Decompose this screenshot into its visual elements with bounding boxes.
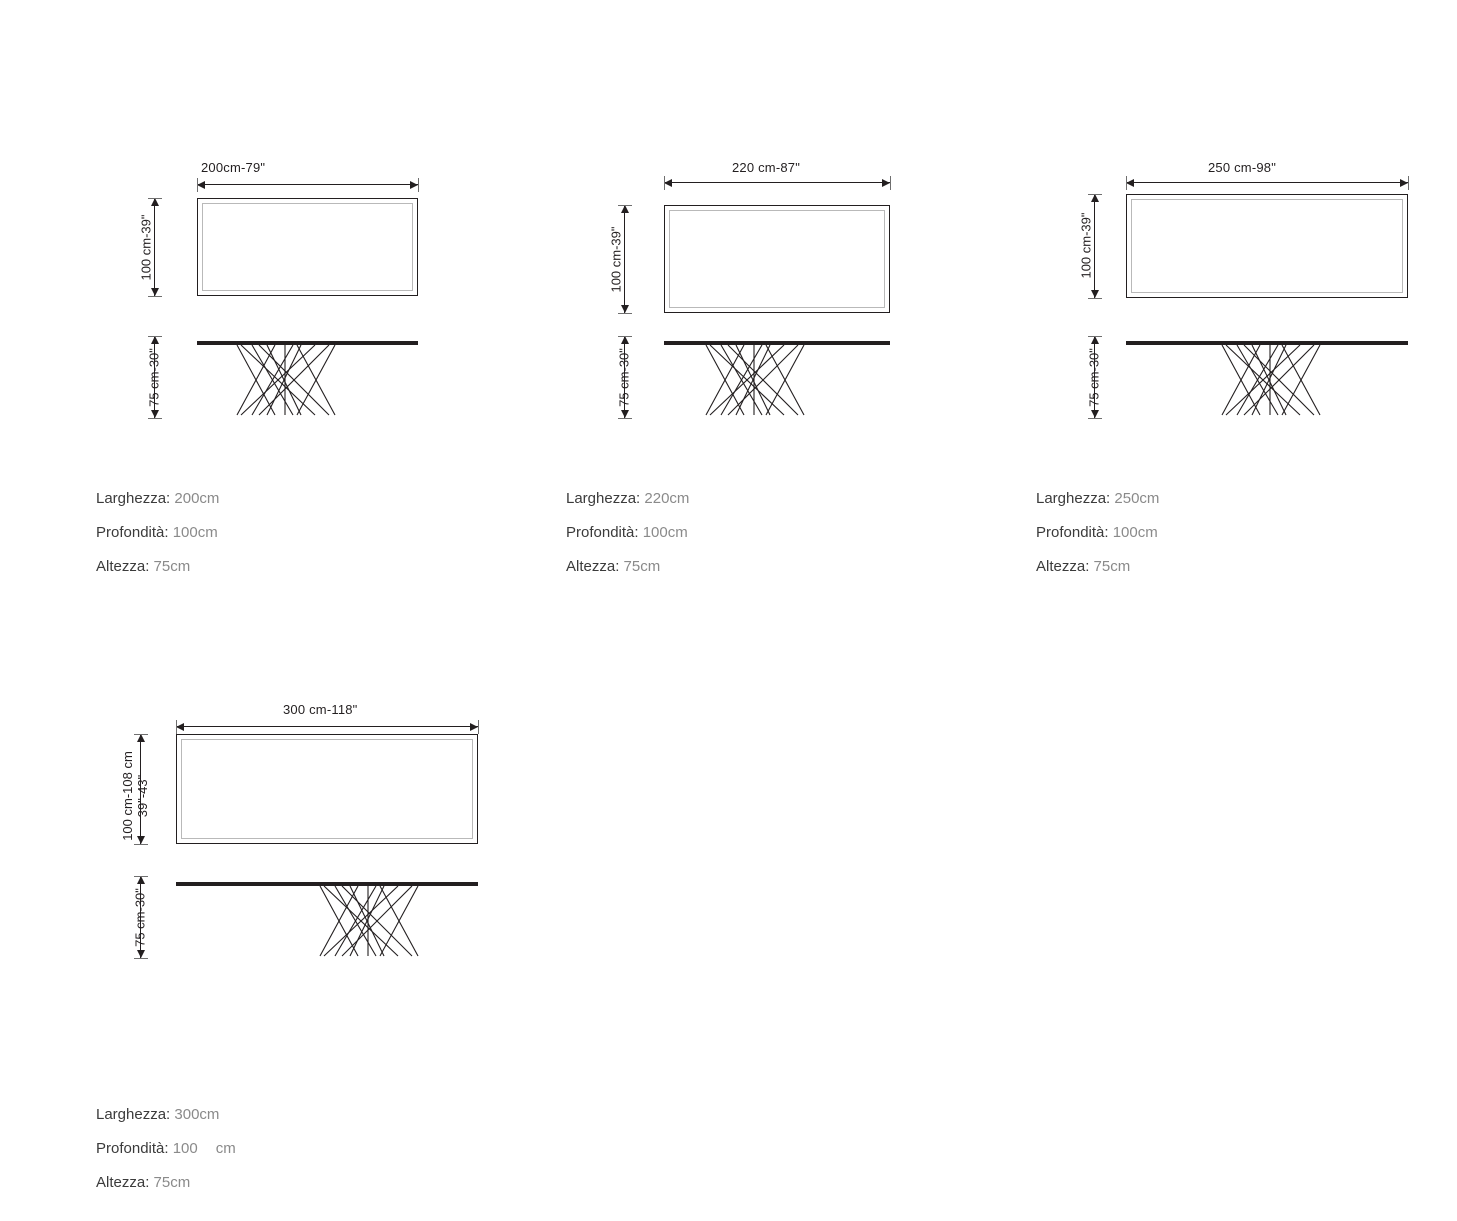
depth-dimension-label-220: 100 cm-39" bbox=[608, 226, 624, 293]
depth-dimension-arrow-220 bbox=[624, 205, 625, 313]
tick bbox=[418, 178, 419, 192]
spec-row-width bbox=[566, 482, 689, 516]
top-view-inner-line bbox=[181, 739, 473, 839]
top-dimension-label-200: 200cm-79" bbox=[201, 160, 266, 175]
height-dimension-label-220: 75 cm-30" bbox=[616, 348, 632, 407]
spec-value-width: 300cm bbox=[174, 1106, 220, 1123]
tick bbox=[890, 176, 891, 190]
base-legs-drawing bbox=[664, 333, 890, 418]
top-dimension-label-250: 250 cm-98" bbox=[1208, 160, 1277, 175]
tick bbox=[176, 720, 177, 734]
depth-dimension-label-200: 100 cm-39" bbox=[138, 214, 154, 281]
spec-row-depth bbox=[96, 1132, 236, 1166]
spec-row-depth bbox=[566, 516, 689, 550]
specs-table-300 bbox=[96, 1098, 236, 1200]
spec-value-depth: 100cm bbox=[172, 524, 218, 541]
height-dimension-label-300: 75 cm-30" bbox=[132, 888, 148, 947]
spec-label-width: Larghezza: bbox=[566, 490, 641, 507]
base-legs-drawing bbox=[197, 333, 418, 418]
spec-value-depth-unit: cm bbox=[215, 1140, 236, 1157]
spec-label-depth: Profondità: bbox=[96, 524, 169, 541]
depth-dimension-arrow-250 bbox=[1094, 194, 1095, 298]
specs-table-250 bbox=[1036, 482, 1159, 584]
depth-dimension-label-300-line1: 100 cm-108 cm bbox=[120, 751, 135, 841]
top-view-inner-line bbox=[1131, 199, 1403, 293]
spec-value-width: 250cm bbox=[1114, 490, 1160, 507]
spec-value-height: 75cm bbox=[623, 558, 661, 575]
spec-value-depth: 100cm bbox=[642, 524, 688, 541]
spec-value-depth: 100cm bbox=[1112, 524, 1158, 541]
variant-drawing-table-300 bbox=[96, 696, 556, 966]
side-view-220 bbox=[664, 333, 890, 418]
spec-row-width bbox=[96, 1098, 236, 1132]
spec-label-width: Larghezza: bbox=[96, 490, 171, 507]
base-legs-drawing bbox=[176, 874, 478, 959]
top-view-inner-line bbox=[202, 203, 413, 291]
top-view-outline-200 bbox=[197, 198, 418, 296]
variant-drawing-table-220 bbox=[566, 78, 966, 407]
specs-table-200 bbox=[96, 482, 219, 584]
spec-label-height: Altezza: bbox=[96, 558, 150, 575]
top-view-outline-250 bbox=[1126, 194, 1408, 298]
depth-dimension-label-300 bbox=[120, 721, 150, 871]
top-view-outline-220 bbox=[664, 205, 890, 313]
side-view-200 bbox=[197, 333, 418, 418]
top-dimension-arrow-200 bbox=[197, 184, 418, 185]
depth-dimension-label-300-line2: 39"-43" bbox=[135, 774, 150, 818]
side-view-300 bbox=[176, 874, 478, 959]
top-dimension-label-300: 300 cm-118" bbox=[283, 702, 358, 717]
height-dimension-label-200: 75 cm-30" bbox=[146, 348, 162, 407]
spec-value-width: 200cm bbox=[174, 490, 220, 507]
top-view-inner-line bbox=[669, 210, 885, 308]
spec-value-depth: 100 bbox=[172, 1140, 198, 1157]
depth-dimension-arrow-200 bbox=[154, 198, 155, 296]
tick bbox=[478, 720, 479, 734]
height-dimension-label-250: 75 cm-30" bbox=[1086, 348, 1102, 407]
spec-label-depth: Profondità: bbox=[566, 524, 639, 541]
spec-label-height: Altezza: bbox=[1036, 558, 1090, 575]
spec-row-height bbox=[566, 550, 689, 584]
tick bbox=[1408, 176, 1409, 190]
top-dimension-arrow-220 bbox=[664, 182, 890, 183]
base-legs-drawing bbox=[1126, 333, 1408, 418]
top-dimension-arrow-250 bbox=[1126, 182, 1408, 183]
spec-label-width: Larghezza: bbox=[1036, 490, 1111, 507]
spec-label-depth: Profondità: bbox=[96, 1140, 169, 1157]
tick bbox=[664, 176, 665, 190]
specs-table-220 bbox=[566, 482, 689, 584]
spec-value-width: 220cm bbox=[644, 490, 690, 507]
top-dimension-label-220: 220 cm-87" bbox=[732, 160, 801, 175]
spec-value-height: 75cm bbox=[153, 1174, 191, 1191]
spec-value-height: 75cm bbox=[153, 558, 191, 575]
spec-label-height: Altezza: bbox=[96, 1174, 150, 1191]
tick bbox=[1126, 176, 1127, 190]
spec-row-height bbox=[96, 1166, 236, 1200]
spec-label-depth: Profondità: bbox=[1036, 524, 1109, 541]
spec-label-width: Larghezza: bbox=[96, 1106, 171, 1123]
spec-row-height bbox=[1036, 550, 1159, 584]
spec-value-height: 75cm bbox=[1093, 558, 1131, 575]
top-dimension-arrow-300 bbox=[176, 726, 478, 727]
side-view-250 bbox=[1126, 333, 1408, 418]
spec-row-depth bbox=[1036, 516, 1159, 550]
top-view-outline-300 bbox=[176, 734, 478, 844]
depth-dimension-label-250: 100 cm-39" bbox=[1078, 212, 1094, 279]
variant-drawing-table-250 bbox=[1036, 78, 1436, 407]
spec-row-width bbox=[1036, 482, 1159, 516]
spec-row-width bbox=[96, 482, 219, 516]
spec-label-height: Altezza: bbox=[566, 558, 620, 575]
variant-drawing-table-200 bbox=[96, 78, 496, 407]
spec-row-depth bbox=[96, 516, 219, 550]
tick bbox=[197, 178, 198, 192]
spec-row-height bbox=[96, 550, 219, 584]
